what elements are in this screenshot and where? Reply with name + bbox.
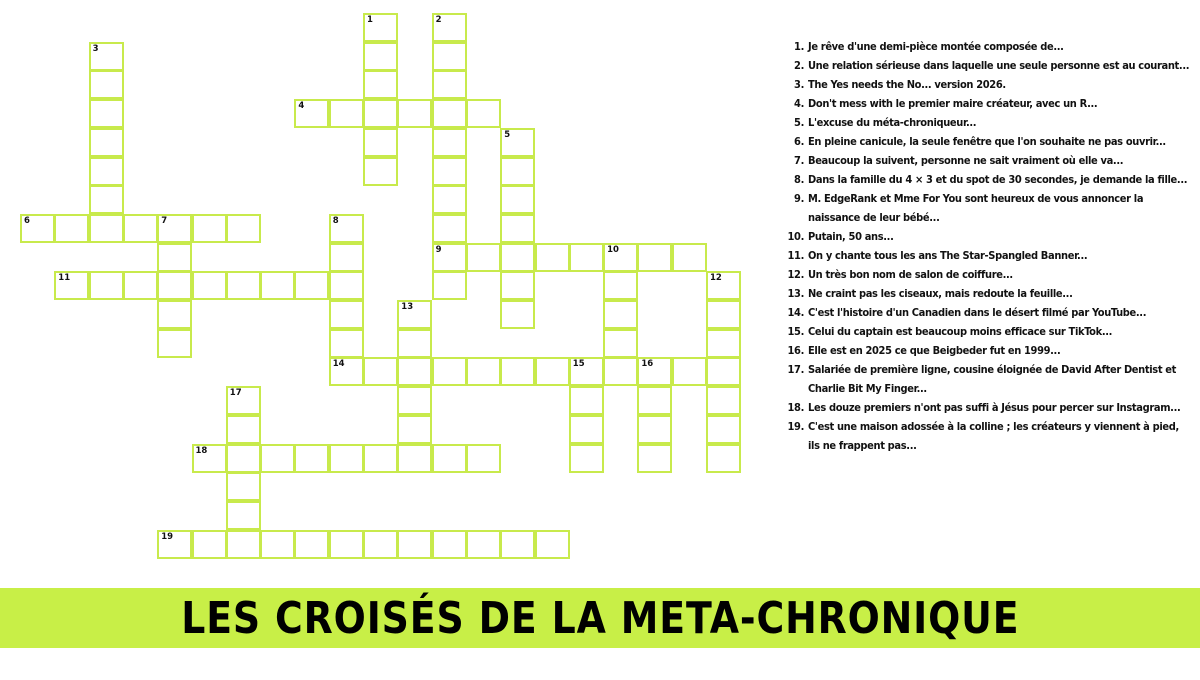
crossword-cell[interactable] xyxy=(569,444,604,473)
crossword-cell[interactable] xyxy=(535,357,570,386)
clue-item xyxy=(770,360,1190,398)
clue-item xyxy=(770,75,1190,94)
crossword-cell[interactable] xyxy=(294,530,329,559)
crossword-cell[interactable] xyxy=(432,128,467,157)
clue-text: Salariée de première ligne, cousine éloignée de David After Dentist et Charlie Bit My Finger... xyxy=(808,363,1177,395)
crossword-cell[interactable] xyxy=(535,243,570,272)
crossword-cell[interactable] xyxy=(89,70,124,99)
clue-number: 11. xyxy=(787,249,804,262)
crossword-cell[interactable] xyxy=(500,357,535,386)
crossword-cell[interactable] xyxy=(226,530,261,559)
crossword-cell[interactable] xyxy=(89,271,124,300)
clue-text: L'excuse du méta-chroniqueur... xyxy=(808,116,977,129)
crossword-cell[interactable] xyxy=(226,415,261,444)
crossword-cell[interactable] xyxy=(569,243,604,272)
crossword-cell[interactable] xyxy=(123,214,158,243)
clue-number-label: 11 xyxy=(58,273,71,284)
clue-number: 15. xyxy=(787,325,804,338)
crossword-cell[interactable] xyxy=(157,329,192,358)
clue-number-label: 1 xyxy=(367,15,373,25)
crossword-cell[interactable] xyxy=(603,329,638,358)
crossword-cell[interactable] xyxy=(535,530,570,559)
crossword-cell[interactable] xyxy=(466,357,501,386)
clue-number-label: 12 xyxy=(710,273,722,284)
crossword-cell[interactable] xyxy=(157,271,192,300)
crossword-cell[interactable] xyxy=(226,472,261,501)
crossword-cell[interactable] xyxy=(260,271,295,300)
clue-text: Ne craint pas les ciseaux, mais redoute la feuille... xyxy=(808,287,1073,300)
clue-number: 5. xyxy=(794,116,804,129)
clue-text: The Yes needs the No... version 2026. xyxy=(808,78,1006,91)
crossword-cell[interactable] xyxy=(706,271,741,300)
crossword-cell[interactable] xyxy=(466,530,501,559)
crossword-cell[interactable] xyxy=(329,300,364,329)
crossword-cell[interactable] xyxy=(89,42,124,71)
clue-number-label: 13 xyxy=(401,302,414,312)
crossword-cell[interactable] xyxy=(569,415,604,444)
clue-number: 16. xyxy=(787,344,804,357)
crossword-cell[interactable] xyxy=(226,501,261,530)
crossword-cell[interactable] xyxy=(363,42,398,71)
crossword-cell[interactable] xyxy=(706,444,741,473)
clue-item xyxy=(770,56,1190,75)
crossword-cell[interactable] xyxy=(329,444,364,473)
clue-number-label: 17 xyxy=(229,388,242,399)
clue-number: 14. xyxy=(787,306,804,319)
crossword-cell[interactable] xyxy=(89,214,124,243)
crossword-cell[interactable] xyxy=(432,357,467,386)
clue-number: 17. xyxy=(787,363,804,376)
crossword-cell[interactable] xyxy=(432,99,467,128)
crossword-cell[interactable] xyxy=(294,444,329,473)
crossword-cell[interactable] xyxy=(500,530,535,559)
crossword-cell[interactable] xyxy=(329,99,364,128)
clue-number-label: 5 xyxy=(504,129,511,140)
crossword-cell[interactable] xyxy=(432,70,467,99)
crossword-cell[interactable] xyxy=(294,271,329,300)
crossword-cell[interactable] xyxy=(432,214,467,243)
clue-text: Un très bon nom de salon de coiffure... xyxy=(808,268,1013,281)
crossword-cell[interactable] xyxy=(397,329,432,358)
crossword-cell[interactable] xyxy=(500,214,535,243)
clue-number-label: 15 xyxy=(572,359,585,370)
clue-item xyxy=(770,189,1190,227)
clue-item xyxy=(770,132,1190,151)
clue-text: Elle est en 2025 ce que Beigbeder fut en 1999... xyxy=(808,344,1061,357)
crossword-cell[interactable] xyxy=(500,157,535,186)
crossword-cell[interactable] xyxy=(397,415,432,444)
crossword-cell[interactable] xyxy=(500,271,535,300)
crossword-cell[interactable] xyxy=(226,271,261,300)
crossword-cell[interactable] xyxy=(432,42,467,71)
clue-item xyxy=(770,303,1190,322)
crossword-cell[interactable] xyxy=(226,214,261,243)
crossword-cell[interactable] xyxy=(466,243,501,272)
crossword-cell[interactable] xyxy=(432,271,467,300)
crossword-cell[interactable] xyxy=(226,386,261,415)
crossword-cell[interactable] xyxy=(603,271,638,300)
crossword-cell[interactable] xyxy=(500,243,535,272)
crossword-cell[interactable] xyxy=(706,386,741,415)
crossword-cell[interactable] xyxy=(226,444,261,473)
clue-number: 7. xyxy=(794,154,804,167)
crossword-cell[interactable] xyxy=(603,357,638,386)
crossword-cell[interactable] xyxy=(432,13,467,42)
crossword-cell[interactable] xyxy=(192,530,227,559)
clue-number: 8. xyxy=(794,173,804,186)
clue-number-label: 9 xyxy=(435,244,442,255)
clue-number: 18. xyxy=(787,401,804,414)
crossword-cell[interactable] xyxy=(363,70,398,99)
clue-number: 12. xyxy=(787,268,804,281)
crossword-cell[interactable] xyxy=(329,243,364,272)
clue-number: 19. xyxy=(787,420,804,433)
clue-item xyxy=(770,341,1190,360)
crossword-cell[interactable] xyxy=(466,444,501,473)
crossword-cell[interactable] xyxy=(637,444,672,473)
clue-item xyxy=(770,246,1190,265)
crossword-cell[interactable] xyxy=(637,243,672,272)
clue-text: Une relation sérieuse dans laquelle une seule personne est au courant... xyxy=(808,59,1190,72)
crossword-cell[interactable] xyxy=(637,386,672,415)
clue-item xyxy=(770,398,1190,417)
crossword-cell[interactable] xyxy=(363,444,398,473)
crossword-cell[interactable] xyxy=(432,243,467,272)
crossword-cell[interactable] xyxy=(89,185,124,214)
crossword-cell[interactable] xyxy=(363,128,398,157)
clue-item xyxy=(770,265,1190,284)
crossword-cell[interactable] xyxy=(329,214,364,243)
clue-text: Putain, 50 ans... xyxy=(808,230,894,243)
banner-title: LES CROISÉS DE LA META-CHRONIQUE xyxy=(180,592,1020,644)
crossword-cell[interactable] xyxy=(329,357,364,386)
clue-number: 6. xyxy=(794,135,804,148)
clue-item xyxy=(770,94,1190,113)
clue-text: Celui du captain est beaucoup moins efficace sur TikTok... xyxy=(808,325,1113,338)
title-banner xyxy=(0,588,1200,648)
clue-number-label: 14 xyxy=(332,359,345,370)
crossword-cell[interactable] xyxy=(672,243,707,272)
crossword-cell[interactable] xyxy=(637,415,672,444)
clue-item xyxy=(770,170,1190,189)
clue-text: En pleine canicule, la seule fenêtre que l'on souhaite ne pas ouvrir... xyxy=(808,135,1166,148)
clue-text: M. EdgeRank et Mme For You sont heureux de vous annoncer la naissance de leur bébé... xyxy=(808,192,1144,224)
crossword-cell[interactable] xyxy=(20,214,55,243)
clue-number: 10. xyxy=(787,230,804,243)
clue-text: Don't mess with le premier maire créateur, avec un R... xyxy=(808,97,1098,110)
crossword-cell[interactable] xyxy=(672,357,707,386)
crossword-cell[interactable] xyxy=(569,357,604,386)
clue-number: 3. xyxy=(794,78,804,91)
crossword-cell[interactable] xyxy=(157,214,192,243)
clue-list xyxy=(770,37,1190,455)
crossword-cell[interactable] xyxy=(89,128,124,157)
crossword-cell[interactable] xyxy=(706,300,741,329)
crossword-cell[interactable] xyxy=(363,157,398,186)
clue-number: 13. xyxy=(787,287,804,300)
crossword-cell[interactable] xyxy=(397,444,432,473)
crossword-cell[interactable] xyxy=(706,329,741,358)
clue-number-label: 10 xyxy=(607,244,619,255)
crossword-cell[interactable] xyxy=(432,444,467,473)
crossword-cell[interactable] xyxy=(329,329,364,358)
crossword-cell[interactable] xyxy=(260,530,295,559)
crossword-cell[interactable] xyxy=(466,99,501,128)
crossword-cell[interactable] xyxy=(397,530,432,559)
crossword-cell[interactable] xyxy=(706,357,741,386)
crossword-cell[interactable] xyxy=(363,530,398,559)
clue-item xyxy=(770,284,1190,303)
crossword-cell[interactable] xyxy=(432,185,467,214)
clue-number-label: 19 xyxy=(161,531,174,542)
clue-text: On y chante tous les ans The Star-Spangled Banner... xyxy=(808,249,1088,262)
clue-item xyxy=(770,227,1190,246)
clue-number-label: 6 xyxy=(24,215,30,226)
crossword-cell[interactable] xyxy=(603,300,638,329)
clue-number-label: 4 xyxy=(298,101,305,112)
crossword-cell[interactable] xyxy=(54,214,89,243)
clue-number-label: 3 xyxy=(92,43,99,54)
clue-text: C'est l'histoire d'un Canadien dans le désert filmé par YouTube... xyxy=(808,306,1147,319)
crossword-cell[interactable] xyxy=(192,271,227,300)
crossword-cell[interactable] xyxy=(569,386,604,415)
crossword-cell[interactable] xyxy=(500,185,535,214)
crossword-cell[interactable] xyxy=(157,243,192,272)
clue-item xyxy=(770,151,1190,170)
crossword-cell[interactable] xyxy=(157,530,192,559)
clue-number-label: 8 xyxy=(332,215,339,226)
clue-item xyxy=(770,37,1190,56)
clue-item xyxy=(770,417,1190,455)
clue-text: Dans la famille du 4 × 3 et du spot de 30 secondes, je demande la fille... xyxy=(808,173,1188,186)
crossword-cell[interactable] xyxy=(397,357,432,386)
crossword-cell[interactable] xyxy=(294,99,329,128)
crossword-cell[interactable] xyxy=(432,530,467,559)
crossword-cell[interactable] xyxy=(192,214,227,243)
clue-number-label: 16 xyxy=(641,359,654,370)
crossword-cell[interactable] xyxy=(397,386,432,415)
crossword-cell[interactable] xyxy=(706,415,741,444)
crossword-cell[interactable] xyxy=(192,444,227,473)
clue-number: 2. xyxy=(794,59,804,72)
clue-text: Les douze premiers n'ont pas suffi à Jésus pour percer sur Instagram... xyxy=(808,401,1181,414)
crossword-cell[interactable] xyxy=(54,271,89,300)
clue-item xyxy=(770,322,1190,341)
clue-text: Beaucoup la suivent, personne ne sait vraiment où elle va... xyxy=(808,154,1124,167)
crossword-cell[interactable] xyxy=(603,243,638,272)
crossword-cell[interactable] xyxy=(500,128,535,157)
clue-text: C'est une maison adossée à la colline ; les créateurs y viennent à pied, ils ne frappent pas... xyxy=(808,420,1179,452)
crossword-cell[interactable] xyxy=(397,300,432,329)
crossword-cell[interactable] xyxy=(397,99,432,128)
crossword-cell[interactable] xyxy=(637,357,672,386)
clue-number-label: 18 xyxy=(195,445,208,456)
crossword-cell[interactable] xyxy=(500,300,535,329)
crossword-cell[interactable] xyxy=(363,13,398,42)
crossword-cell[interactable] xyxy=(123,271,158,300)
crossword-cell[interactable] xyxy=(329,271,364,300)
crossword-cell[interactable] xyxy=(157,300,192,329)
crossword-cell[interactable] xyxy=(89,99,124,128)
crossword-cell[interactable] xyxy=(363,357,398,386)
clue-text: Je rêve d'une demi-pièce montée composée de... xyxy=(808,40,1064,53)
clue-item xyxy=(770,113,1190,132)
clue-number-label: 7 xyxy=(161,215,168,226)
crossword-cell[interactable] xyxy=(260,444,295,473)
crossword-cell[interactable] xyxy=(432,157,467,186)
clue-number: 9. xyxy=(794,192,804,205)
clue-number: 1. xyxy=(794,40,804,53)
crossword-cell[interactable] xyxy=(329,530,364,559)
crossword-cell[interactable] xyxy=(89,157,124,186)
clue-number-label: 2 xyxy=(435,15,442,25)
clue-number: 4. xyxy=(794,97,804,110)
crossword-cell[interactable] xyxy=(363,99,398,128)
